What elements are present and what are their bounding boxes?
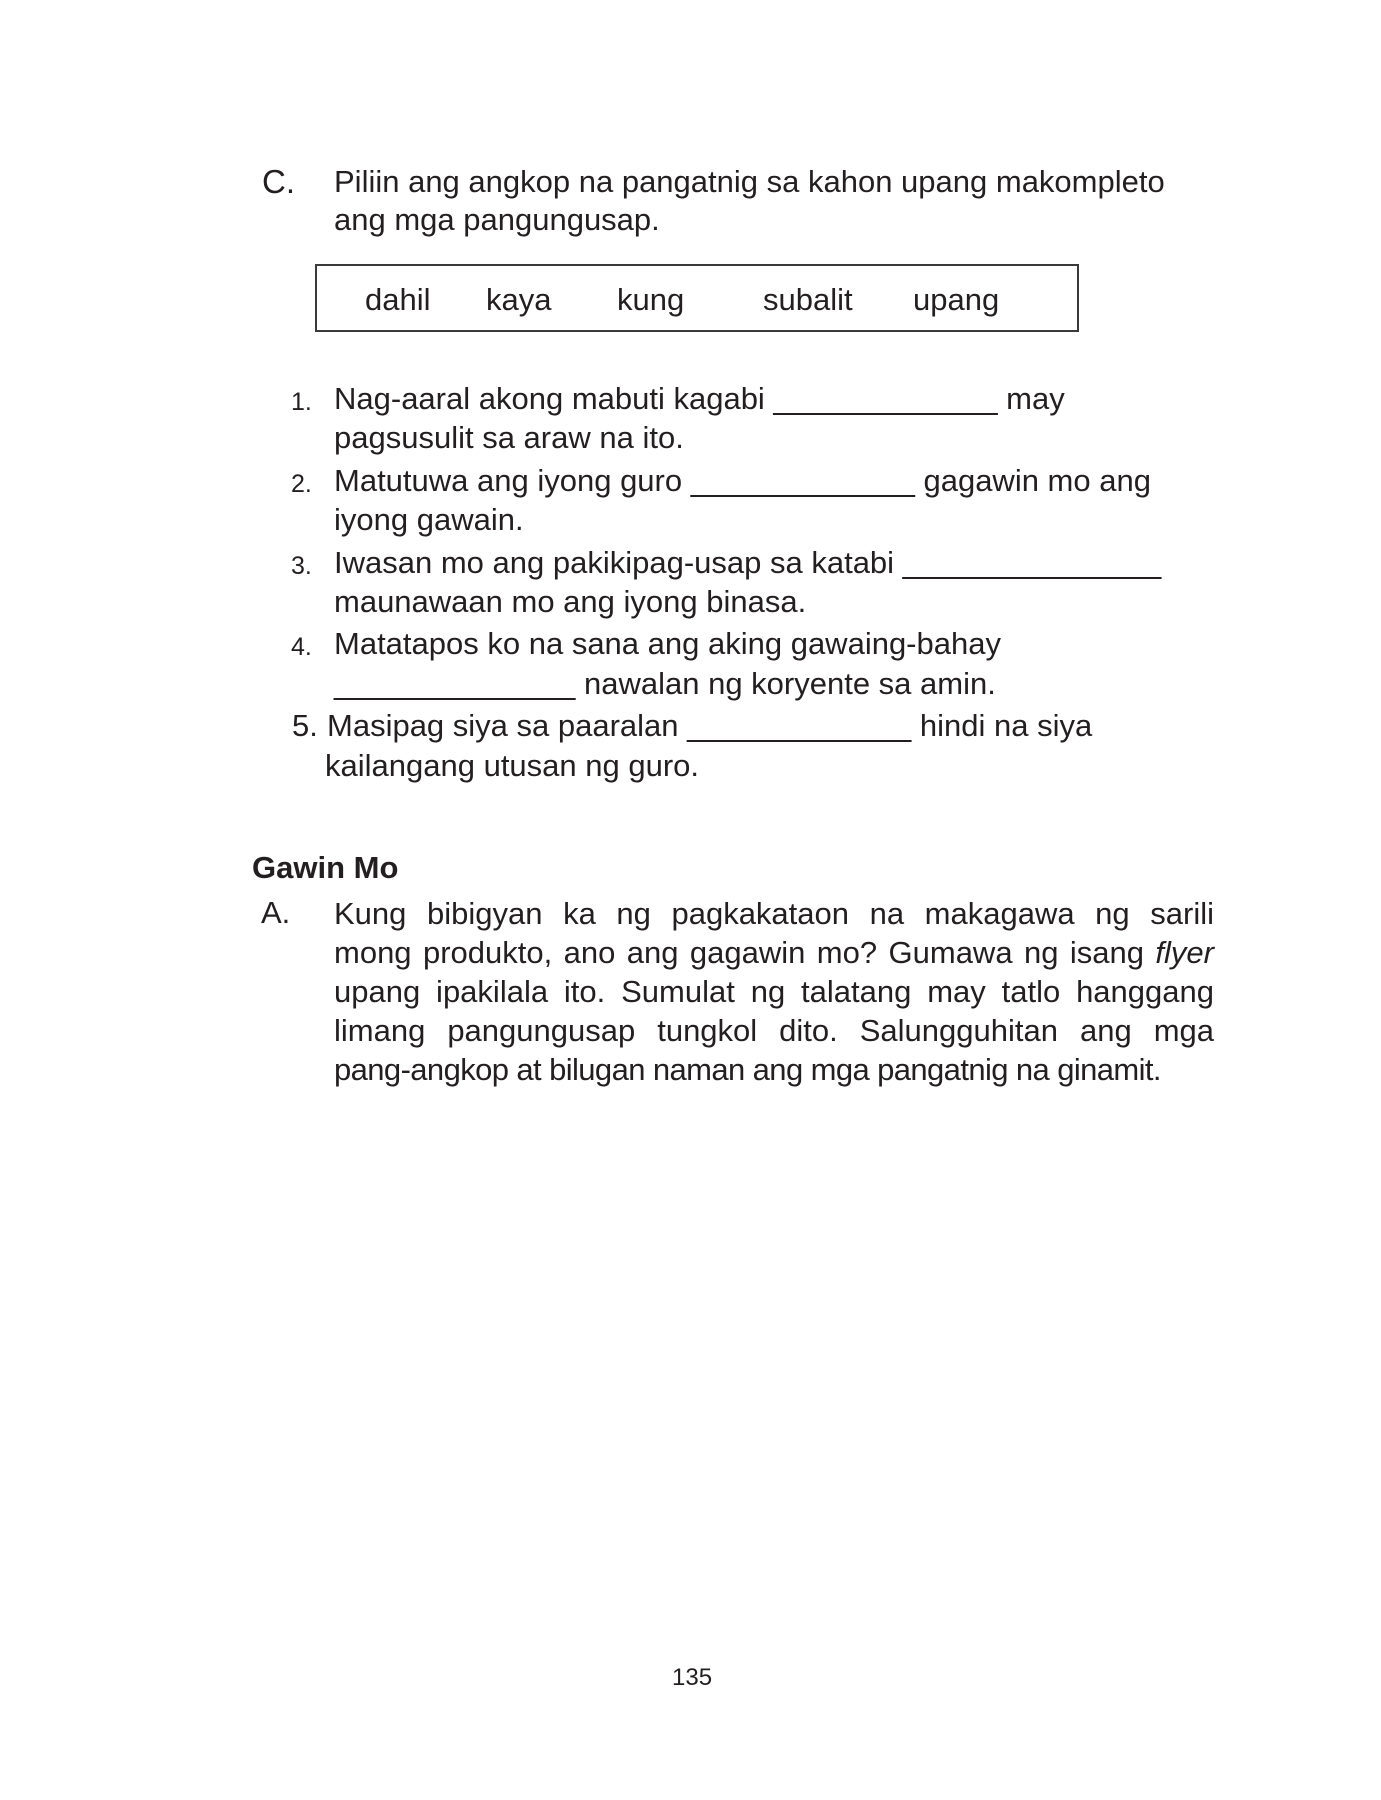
page-number: 135 (672, 1664, 713, 1691)
item-3-number: 3. (291, 552, 312, 580)
gawin-mo-para-line-1: Kung bibigyan ka ng pagkakataon na makagawa ng sarili (334, 896, 1214, 931)
word-choice-dahil: dahil (365, 282, 431, 317)
word-choice-box (315, 264, 1079, 332)
word-choice-subalit: subalit (763, 282, 853, 317)
item-2-line-2: iyong gawain. (334, 502, 524, 537)
item-2-number: 2. (291, 470, 312, 498)
word-choice-kaya: kaya (486, 282, 552, 317)
item-5-number: 5. (292, 708, 318, 743)
gawin-mo-para-line-2 (334, 933, 1214, 972)
item-4-line-1: Matatapos ko na sana ang aking gawaing-bahay (334, 626, 1001, 661)
item-4-number: 4. (291, 633, 312, 661)
gawin-mo-para-line-2-text: mong produkto, ano ang gagawin mo? Gumawa ng isang (334, 935, 1144, 970)
gawin-mo-para-line-5: pang-angkop at bilugan naman ang mga pangatnig na ginamit. (334, 1052, 1161, 1087)
item-5-line-2: kailangang utusan ng guro. (325, 748, 700, 783)
section-c-instruction-line-2: ang mga pangungusap. (334, 202, 660, 237)
item-4-line-2: ______________ nawalan ng koryente sa amin. (334, 666, 996, 701)
flyer-term: flyer (1155, 935, 1214, 970)
item-3-line-1: Iwasan mo ang pakikipag-usap sa katabi _______________ (334, 545, 1162, 580)
section-c-instruction-line-1: Piliin ang angkop na pangatnig sa kahon upang makompleto (334, 164, 1165, 199)
gawin-mo-letter: A. (261, 895, 291, 930)
gawin-mo-heading: Gawin Mo (252, 850, 399, 885)
item-2-line-1: Matutuwa ang iyong guro _____________ gagawin mo ang (334, 463, 1151, 498)
item-3-line-2: maunawaan mo ang iyong binasa. (334, 584, 807, 619)
word-choice-upang: upang (913, 282, 1000, 317)
word-choice-kung: kung (617, 282, 685, 317)
gawin-mo-para-line-3: upang ipakilala ito. Sumulat ng talatang may tatlo hanggang (334, 974, 1214, 1009)
gawin-mo-para-line-4: limang pangungusap tungkol dito. Salungguhitan ang mga (334, 1013, 1214, 1048)
item-5-line-1: Masipag siya sa paaralan _____________ hindi na siya (327, 708, 1093, 743)
section-c-letter: C. (262, 163, 295, 200)
item-1-line-1: Nag-aaral akong mabuti kagabi _____________ may (334, 381, 1065, 416)
item-1-number: 1. (291, 388, 312, 416)
item-1-line-2: pagsusulit sa araw na ito. (334, 420, 684, 455)
